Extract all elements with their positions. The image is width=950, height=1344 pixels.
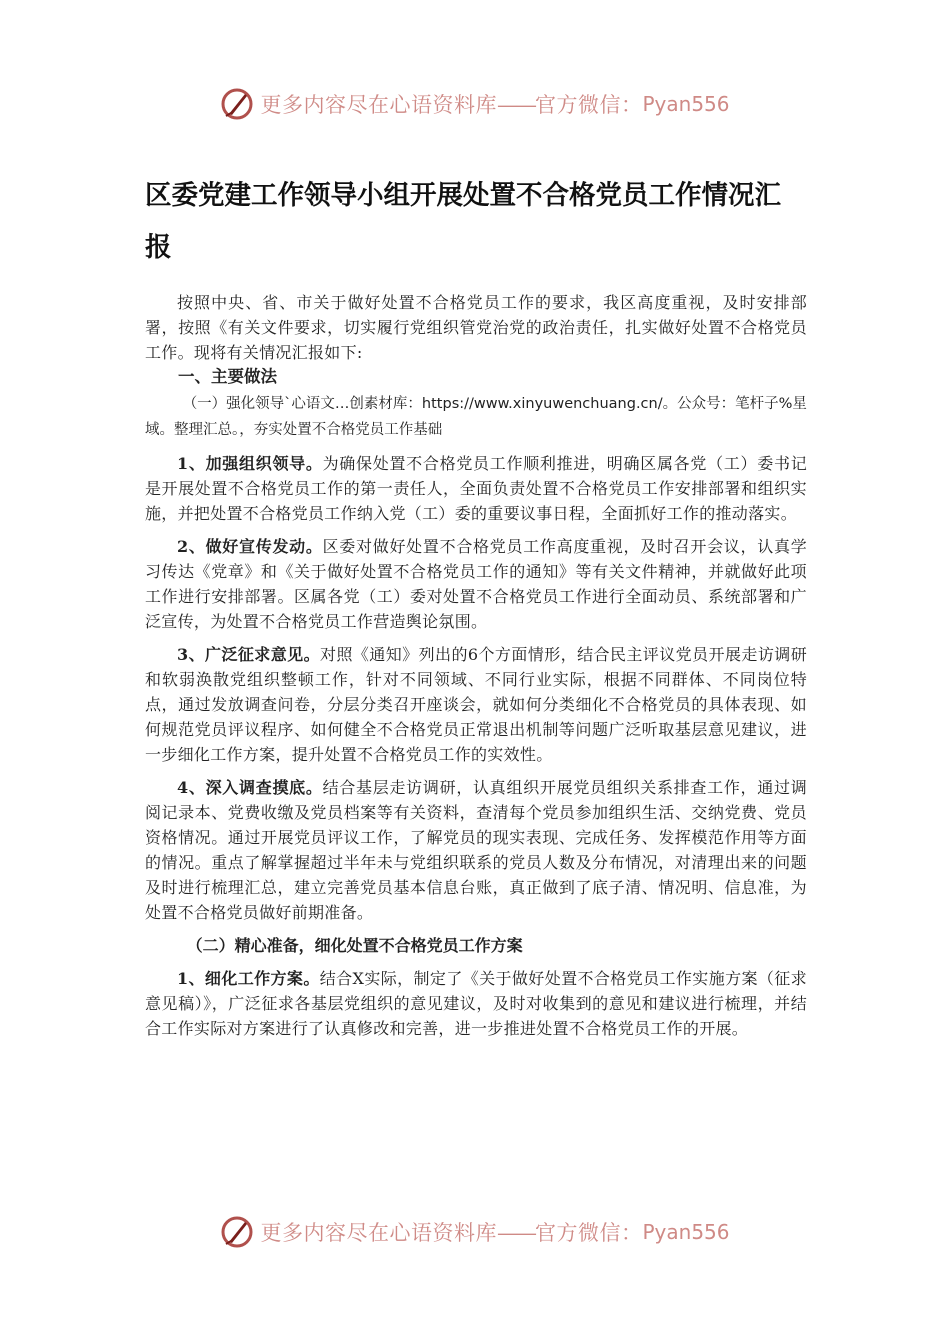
quill-logo-icon (220, 87, 254, 121)
header-watermark (0, 82, 950, 126)
paragraph: 2、做好宣传发动。区委对做好处置不合格党员工作高度重视，及时召开会议，认真学习传达《党章》和《关于做好处置不合格党员工作的通知》等有关文件精神，并就做好此项工作进行安排部署。区属各党（工）委对处置不合格党员工作进行全面动员、系统部署和广泛宣传，为处置不合格党员工作营造舆论氛围。 (145, 537, 807, 631)
wechat-id: Pyan556 (642, 92, 730, 116)
paragraph: 3、广泛征求意见。对照《通知》列出的6个方面情形，结合民主评议党员开展走访调研和软弱涣散党组织整顿工作，针对不同领域、不同行业实际，根据不同群体、不同岗位特点，通过发放调查问卷，分层分类召开座谈会，就如何分类细化不合格党员的具体表现、如何规范党员评议程序、如何健全不合格党员正常退出机制等问题广泛听取基层意见建议，进一步细化工作方案，提升处置不合格党员工作的实效性。 (145, 645, 807, 764)
paragraph: 1、细化工作方案。结合X实际，制定了《关于做好处置不合格党员工作实施方案（征求意见稿）》，广泛征求各基层党组织的意见建议，及时对收集到的意见和建议进行梳理，并结合工作实际对方案进行了认真修改和完善，进一步推进处置不合格党员工作的开展。 (145, 969, 807, 1038)
intro-paragraph: 按照中央、省、市关于做好处置不合格党员工作的要求，我区高度重视，及时安排部署，按照《有关文件要求，切实履行党组织管党治党的政治责任，扎实做好处置不合格党员工作。现将有关情况汇报如下: (145, 293, 807, 362)
wechat-id: Pyan556 (642, 1220, 730, 1244)
quill-logo-icon (220, 1215, 254, 1249)
watermark-text: 更多内容尽在心语资料库——官方微信： (260, 1221, 643, 1245)
page-title: 区委党建工作领导小组开展处置不合格党员工作情况汇报 (145, 180, 781, 263)
section-heading: 一、主要做法 (178, 367, 277, 386)
subsection-heading: （一）强化领导`心语文…创素材库：https://www.xinyuwenchuang.cn/。公众号：笔杆子%星域。整理汇总。，夯实处置不合格党员工作基础 (145, 396, 807, 438)
paragraph: 4、深入调查摸底。结合基层走访调研，认真组织开展党员组织关系排查工作，通过调阅记录本、党费收缴及党员档案等有关资料，查清每个党员参加组织生活、交纳党费、党员资格情况。通过开展党员评议工作，了解党员的现实表现、完成任务、发挥模范作用等方面的情况。重点了解掌握超过半年未与党组织联系的党员人数及分布情况，对清理出来的问题及时进行梳理汇总，建立完善党员基本信息台账，真正做到了底子清、情况明、信息准，为处置不合格党员做好前期准备。 (145, 778, 807, 922)
paragraph: 1、加强组织领导。为确保处置不合格党员工作顺利推进，明确区属各党（工）委书记是开展处置不合格党员工作的第一责任人，全面负责处置不合格党员工作安排部署和组织实施，并把处置不合格党员工作纳入党（工）委的重要议事日程，全面抓好工作的推动落实。 (145, 454, 807, 523)
subsection-heading: （二）精心准备，细化处置不合格党员工作方案 (186, 936, 523, 955)
footer-watermark (0, 1210, 950, 1254)
watermark-text: 更多内容尽在心语资料库——官方微信： (260, 93, 643, 117)
document-body (145, 170, 807, 1049)
